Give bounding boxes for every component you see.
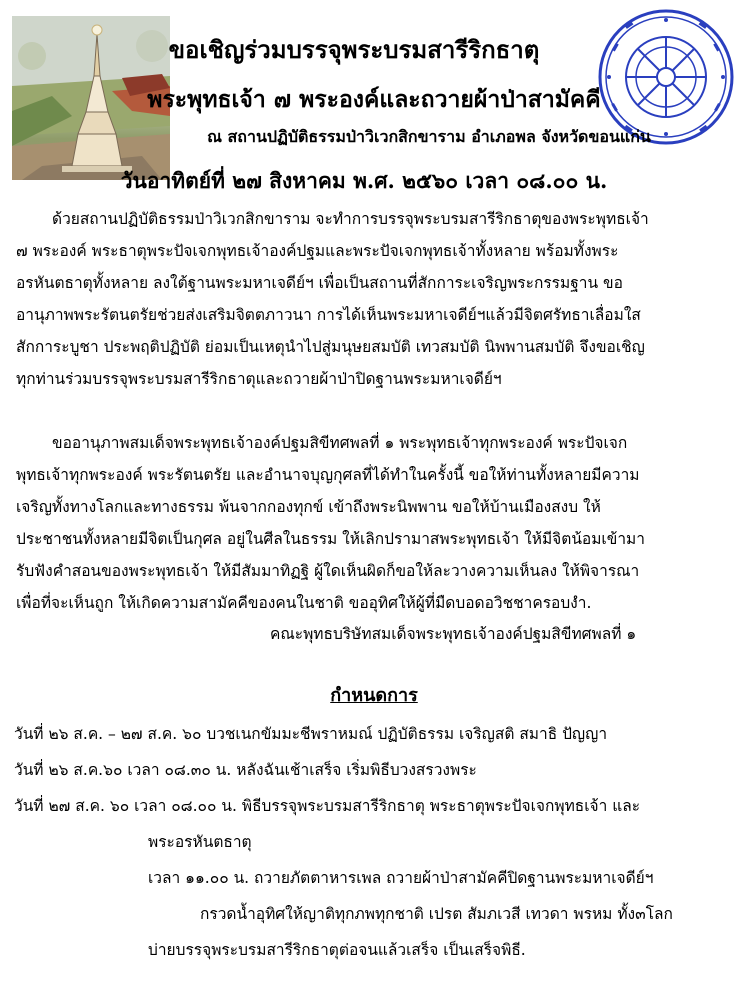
paragraph-line: เพื่อที่จะเห็นถูก ให้เกิดความสามัคคีของคนในชาติ ขออุทิศให้ผู้ที่มืดบอดอวิชชาครอบงำ. <box>16 594 592 612</box>
schedule-item: วันที่ ๒๖ ส.ค. – ๒๗ ส.ค. ๖๐ บวชเนกขัมมะชีพราหมณ์ ปฏิบัติธรรม เจริญสติ สมาธิ ปัญญา <box>14 725 608 743</box>
schedule-heading: กำหนดการ <box>330 685 418 706</box>
schedule-item: บ่ายบรรจุพระบรมสารีริกธาตุต่อจนแล้วเสร็จ เป็นเสร็จพิธี. <box>148 941 526 959</box>
paragraph-line: อานุภาพพระรัตนตรัยช่วยส่งเสริมจิตตภาวนา การได้เห็นพระมหาเจดีย์ฯแล้วมีจิตศรัทธาเลื่อมใส <box>16 306 641 324</box>
date-line: วันอาทิตย์ที่ ๒๗ สิงหาคม พ.ศ. ๒๕๖๐ เวลา ๐๘.๐๐ น. <box>120 168 608 193</box>
location-line: ณ สถานปฏิบัติธรรมป่าวิเวกสิกขาราม อำเภอพล จังหวัดขอนแก่น <box>207 127 651 146</box>
schedule-item: กรวดน้ำอุทิศให้ญาติทุกภพทุกชาติ เปรต สัมภเวสี เทวดา พรหม ทั้ง๓โลก <box>200 905 673 923</box>
schedule-item: เวลา ๑๑.๐๐ น. ถวายภัตตาหารเพล ถวายผ้าป่าสามัคคีปิดฐานพระมหาเจดีย์ฯ <box>148 869 654 887</box>
schedule-item: วันที่ ๒๗ ส.ค. ๖๐ เวลา ๐๘.๐๐ น. พิธีบรรจุพระบรมสารีริกธาตุ พระธาตุพระปัจเจกพุทธเจ้า และ <box>14 797 641 815</box>
paragraph-line: ๗ พระองค์ พระธาตุพระปัจเจกพุทธเจ้าองค์ปฐมและพระปัจเจกพุทธเจ้าทั้งหลาย พร้อมทั้งพระ <box>16 242 619 260</box>
paragraph-line: ประชาชนทั้งหลายมีจิตเป็นกุศล อยู่ในศีลในธรรม ให้เลิกปรามาสพระพุทธเจ้า ให้มีจิตน้อมเข้ามา <box>16 530 645 548</box>
blessing-paragraph <box>16 427 730 619</box>
schedule-item: พระอรหันตธาตุ <box>148 833 252 851</box>
paragraph-line: ขออานุภาพสมเด็จพระพุทธเจ้าองค์ปฐมสิขีทศพลที่ ๑ พระพุทธเจ้าทุกพระองค์ พระปัจเจก <box>52 434 628 452</box>
schedule-list <box>14 716 734 968</box>
paragraph-line: ทุกท่านร่วมบรรจุพระบรมสารีริกธาตุและถวายผ้าป่าปิดฐานพระมหาเจดีย์ฯ <box>16 370 502 388</box>
schedule-item: วันที่ ๒๖ ส.ค.๖๐ เวลา ๐๘.๓๐ น. หลังฉันเช้าเสร็จ เริ่มพิธีบวงสรวงพระ <box>14 761 477 779</box>
paragraph-line: ด้วยสถานปฏิบัติธรรมป่าวิเวกสิกขาราม จะทำการบรรจุพระบรมสารีริกธาตุของพระพุทธเจ้า <box>52 210 649 228</box>
paragraph-line: พุทธเจ้าทุกพระองค์ พระรัตนตรัย และอำนาจบุญกุศลที่ได้ทำในครั้งนี้ ขอให้ท่านทั้งหลายมีความ <box>16 466 640 484</box>
title-line-2: พระพุทธเจ้า ๗ พระองค์และถวายผ้าป่าสามัคคี <box>147 86 601 113</box>
paragraph-line: เจริญทั้งทางโลกและทางธรรม พ้นจากกองทุกข์ เข้าถึงพระนิพพาน ขอให้บ้านเมืองสงบ ให้ <box>16 498 601 516</box>
paragraph-line: อรหันตธาตุทั้งหลาย ลงใต้ฐานพระมหาเจดีย์ฯ เพื่อเป็นสถานที่สักการะเจริญพระกรรมฐาน ขอ <box>16 274 623 292</box>
paragraph-line: รับฟังคำสอนของพระพุทธเจ้า ให้มีสัมมาทิฏฐิ ผู้ใดเห็นผิดก็ขอให้ละวางความเห็นลง ให้พิจารณา <box>16 562 640 580</box>
paragraph-line: สักการะบูชา ประพฤติปฏิบัติ ย่อมเป็นเหตุนำไปสู่มนุษยสมบัติ เทวสมบัติ นิพพานสมบัติ จึงขอเชิญ <box>16 338 645 356</box>
invitation-paragraph <box>16 203 730 395</box>
signature-line: คณะพุทธบริษัทสมเด็จพระพุทธเจ้าองค์ปฐมสิขีทศพลที่ ๑ <box>270 625 637 643</box>
title-line-1: ขอเชิญร่วมบรรจุพระบรมสารีริกธาตุ <box>168 35 540 64</box>
